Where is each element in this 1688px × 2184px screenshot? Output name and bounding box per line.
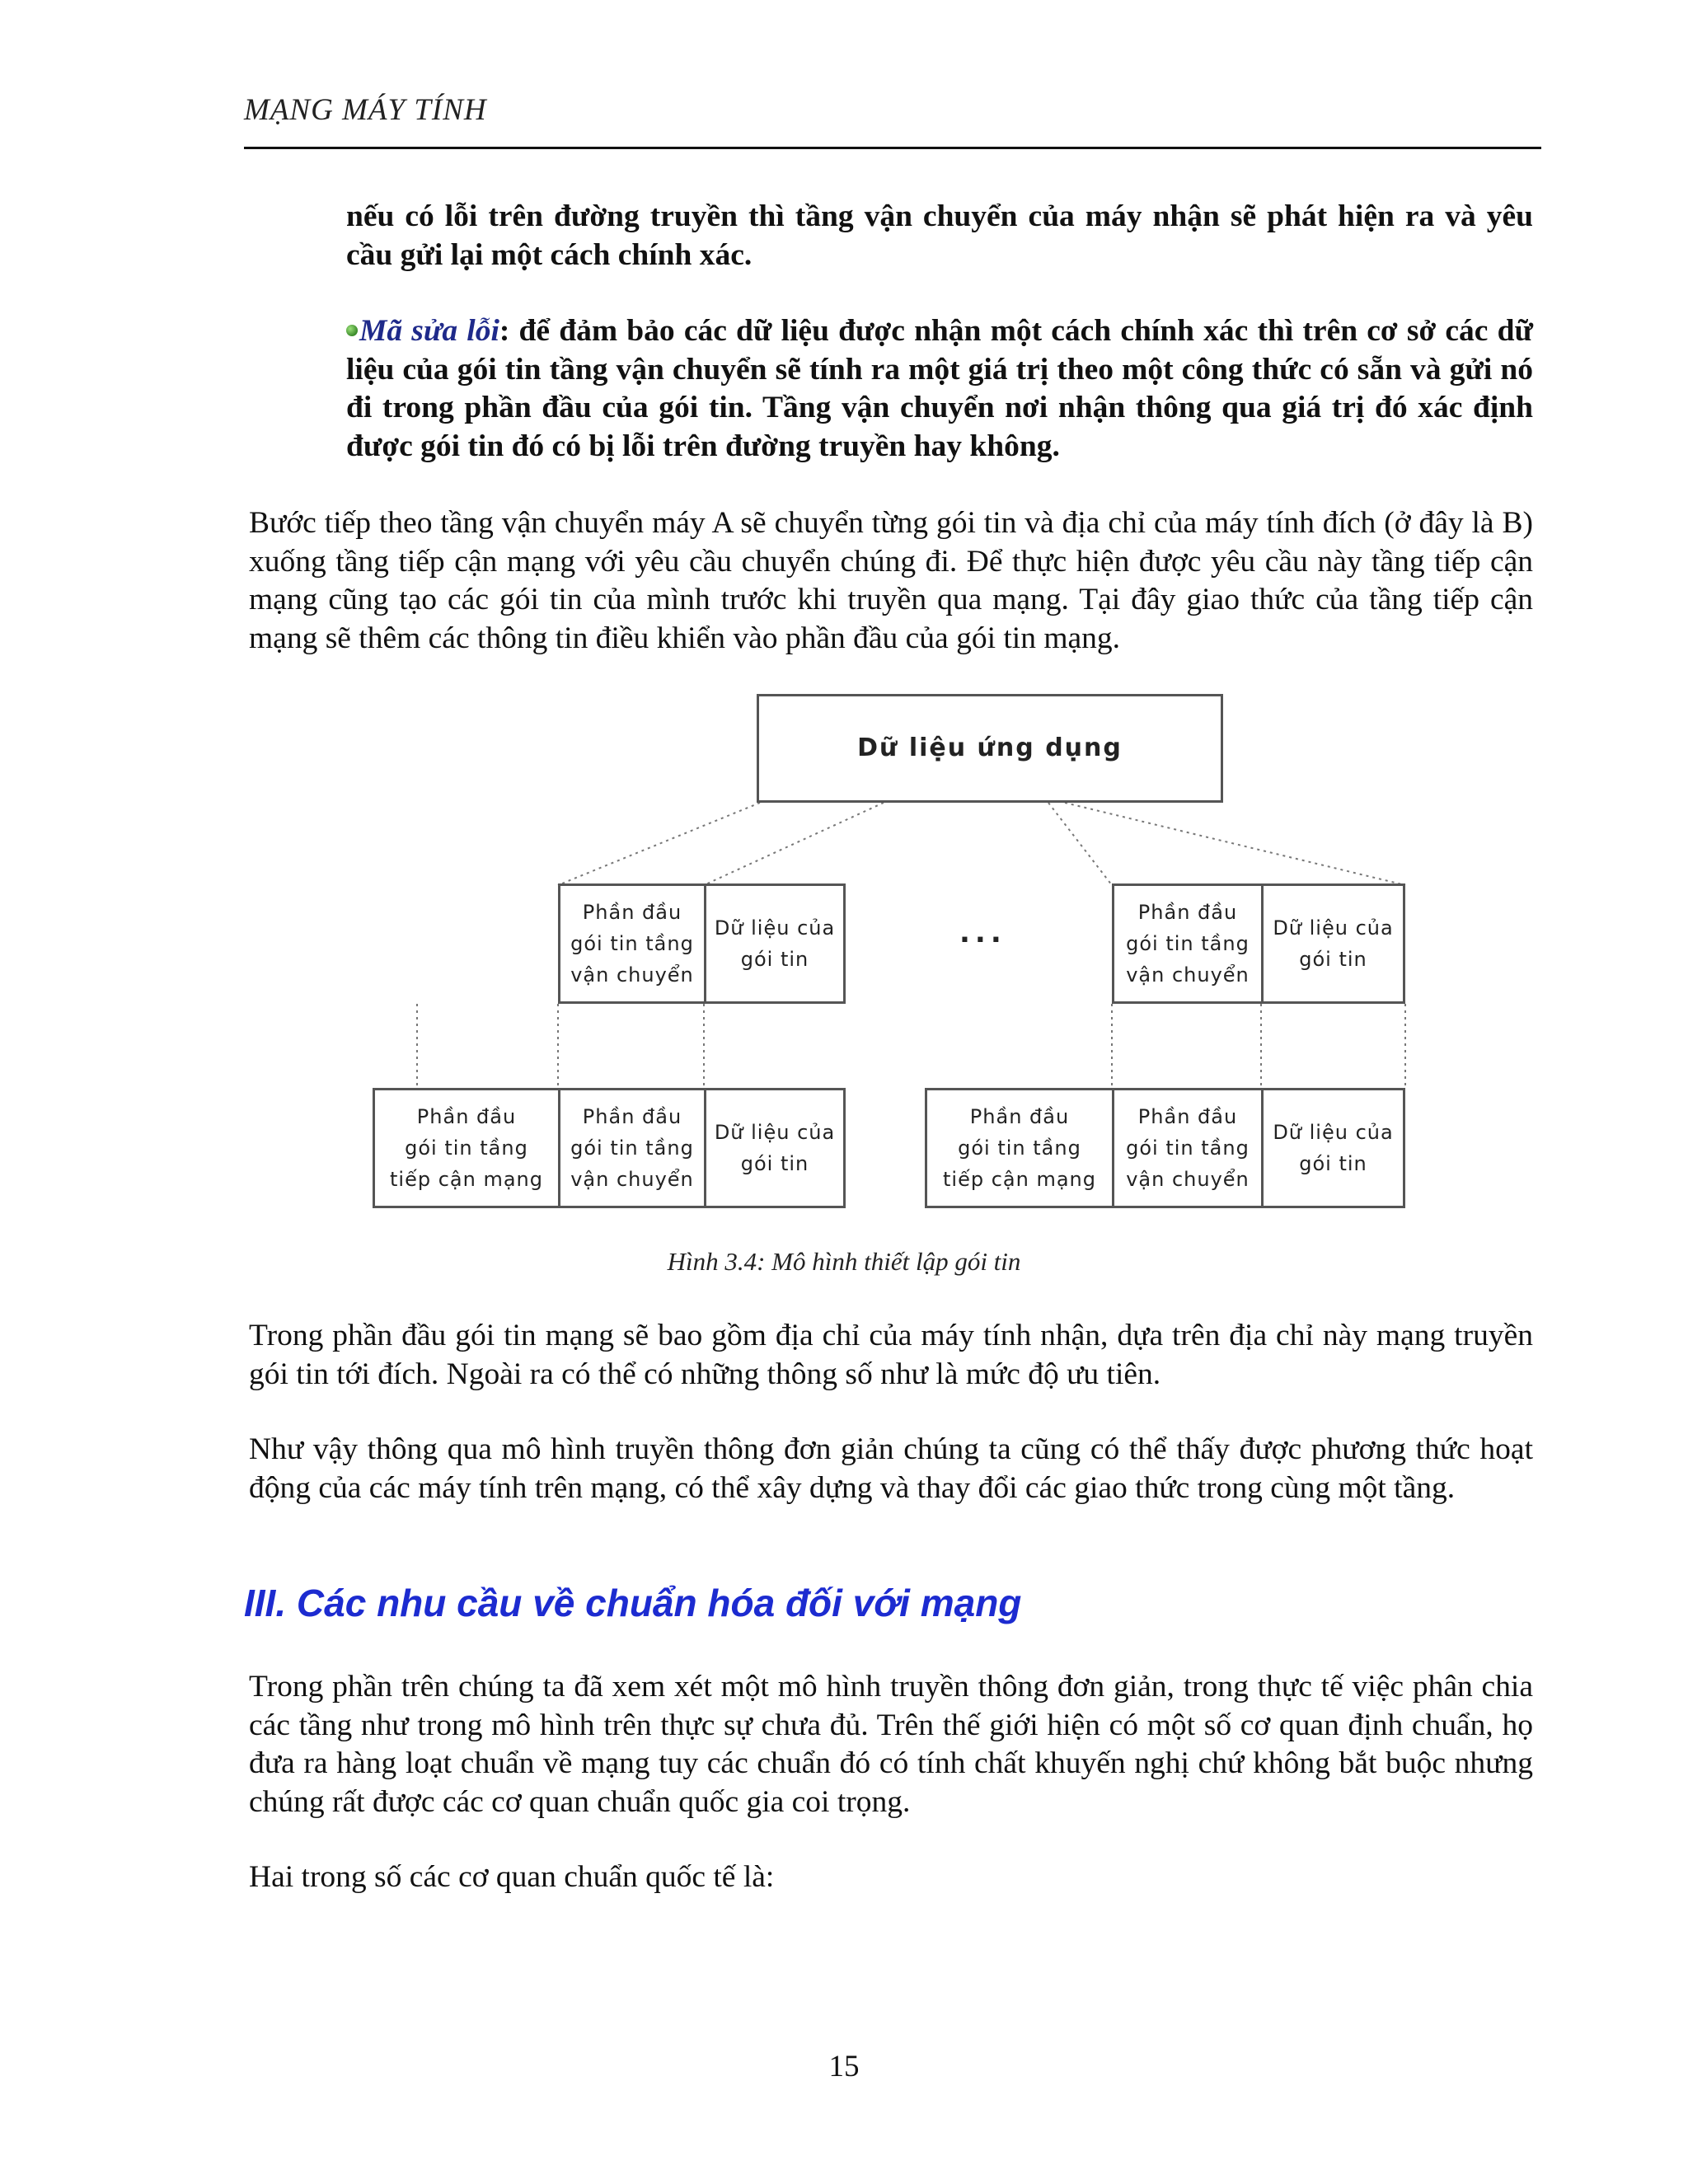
transport-header-box: Phần đầu gói tin tầng vận chuyển	[558, 883, 706, 1004]
paragraph-error-detection: nếu có lỗi trên đường truyền thì tầng vận chuyển của máy nhận sẽ phát hiện ra và yêu cầu gửi lại một cách chính xác.	[346, 199, 1533, 272]
paragraph-error-correction-text: : để đảm bảo các dữ liệu được nhận một cách chính xác thì trên cơ sở các dữ liệu của gói tin tầng vận chuyển sẽ tính ra một giá trị theo một công thức có sẵn và gửi nó đi trong phần đầu của gói tin. Tầng vận chuyển nơi nhận thông qua giá trị đó xác định được gói tin đó có bị lỗi trên đường truyền hay không.	[346, 314, 1533, 463]
ellipsis: ...	[959, 916, 1006, 949]
network-header-box: Phần đầu gói tin tầng tiếp cận mạng	[373, 1088, 560, 1208]
transport-header-box: Phần đầu gói tin tầng vận chuyển	[1112, 1088, 1264, 1208]
section-title: III. Các nhu cầu về chuẩn hóa đối với mạng	[244, 1582, 1022, 1624]
packet-data-box: Dữ liệu của gói tin	[704, 1088, 846, 1208]
paragraph-network-header: Trong phần đầu gói tin mạng sẽ bao gồm địa chỉ của máy tính nhận, dựa trên địa chỉ này mạng truyền gói tin tới đích. Ngoài ra có thể có những thông số như là mức độ ưu tiên.	[249, 1319, 1533, 1391]
transport-header-box: Phần đầu gói tin tầng vận chuyển	[558, 1088, 706, 1208]
network-header-box: Phần đầu gói tin tầng tiếp cận mạng	[925, 1088, 1114, 1208]
application-data-box: Dữ liệu ứng dụng	[757, 694, 1223, 803]
packet-data-box: Dữ liệu của gói tin	[704, 883, 846, 1004]
paragraph-error-correction	[346, 312, 1533, 466]
running-header: MẠNG MÁY TÍNH	[244, 93, 487, 127]
figure-caption: Hình 3.4: Mô hình thiết lập gói tin	[667, 1247, 1021, 1276]
packet-model-diagram	[373, 694, 1411, 1205]
paragraph-intl-bodies: Hai trong số các cơ quan chuẩn quốc tế là:	[249, 1860, 775, 1894]
packet-data-box: Dữ liệu của gói tin	[1261, 883, 1405, 1004]
term-error-correction: Mã sửa lỗi	[359, 314, 499, 348]
paragraph-summary: Như vậy thông qua mô hình truyền thông đơn giản chúng ta cũng có thể thấy được phương thức hoạt động của các máy tính trên mạng, có thể xây dựng và thay đổi các giao thức trong cùng một tầng.	[249, 1432, 1533, 1505]
packet-data-box: Dữ liệu của gói tin	[1261, 1088, 1405, 1208]
paragraph-next-step: Bước tiếp theo tầng vận chuyển máy A sẽ chuyển từng gói tin và địa chỉ của máy tính đích (ở đây là B) xuống tầng tiếp cận mạng với yêu cầu chuyển chúng đi. Để thực hiện được yêu cầu này tầng tiếp cận mạng cũng tạo các gói tin của mình trước khi truyền qua mạng. Tại đây giao thức của tầng tiếp cận mạng sẽ thêm các thông tin điều khiển vào phần đầu của gói tin mạng.	[249, 506, 1533, 655]
transport-header-box: Phần đầu gói tin tầng vận chuyển	[1112, 883, 1264, 1004]
bullet-icon	[346, 325, 358, 336]
page-number: 15	[828, 2050, 860, 2083]
header-rule	[244, 147, 1541, 149]
paragraph-standards: Trong phần trên chúng ta đã xem xét một mô hình truyền thông đơn giản, trong thực tế việc phân chia các tầng như trong mô hình trên thực sự chưa đủ. Trên thế giới hiện có một số cơ quan định chuẩn, họ đưa ra hàng loạt chuẩn về mạng tuy các chuẩn đó có tính chất khuyến nghị chứ không bắt buộc nhưng chúng rất được các cơ quan chuẩn quốc gia coi trọng.	[249, 1670, 1533, 1819]
